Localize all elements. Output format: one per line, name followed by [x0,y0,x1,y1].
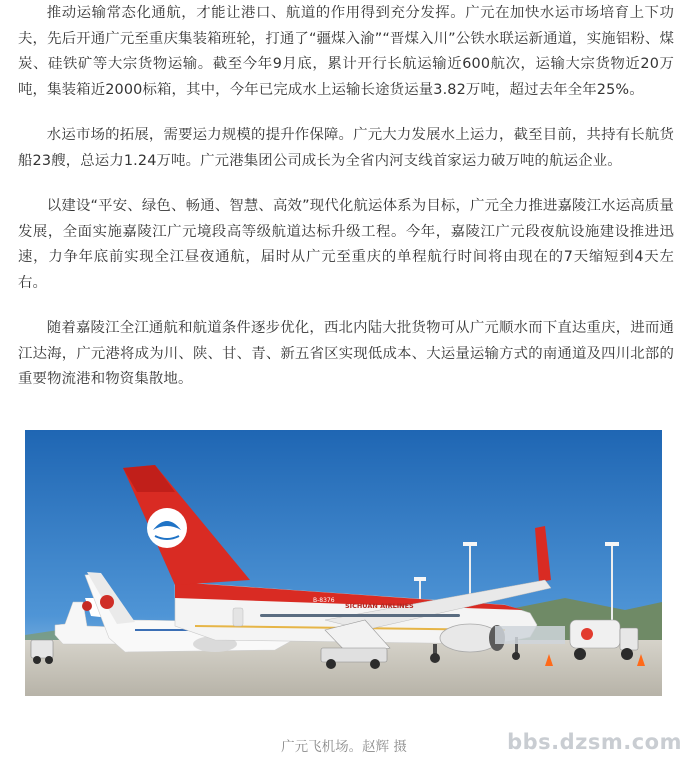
airline-name-text: SICHUAN AIRLINES [345,602,414,610]
site-watermark: bbs.dzsm.com [507,730,682,754]
sichuan-airlines-logo-icon [147,508,187,548]
article-paragraph: 水运市场的拓展，需要运力规模的提升作保障。广元大力发展水上运力，截至目前，共持有长航货船23艘，总运力1.24万吨。广元港集团公司成长为全省内河支线首家运力破万吨的航运企业。 [18,127,674,169]
registration-text: B-8376 [313,597,335,604]
air-china-logo-icon [82,601,92,611]
airport-photo-illustration [25,430,662,696]
article-paragraph: 以建设“平安、绿色、畅通、智慧、高效”现代化航运体系为目标，广元全力推进嘉陵江水运高质量发展，全面实施嘉陵江广元境段高等级航道达标升级工程。今年，嘉陵江广元段夜航设施建设推进迅速，力争年底前实现全江昼夜通航，届时从广元至重庆的单程航行时间将由现在的7天缩短到4天左右。 [18,198,674,291]
terminal-building [495,626,565,644]
air-china-logo-icon [100,595,114,609]
article-paragraph: 推动运输常态化通航，才能让港口、航道的作用得到充分发挥。广元在加快水运市场培育上下功夫，先后开通广元至重庆集装箱班轮，打通了“疆煤入渝”“晋煤入川”公铁水联运新通道，实施铝粉、煤炭、硅铁矿等大宗货物运输。截至今年9月底，累计开行长航运输近600航次，运输大宗货物近20万吨，集装箱近2000标箱，其中，今年已完成水上运输长途货运量3.82万吨，超过去年全年25%。 [18,5,674,98]
article-body [18,0,674,393]
article-paragraph: 随着嘉陵江全江通航和航道条件逐步优化，西北内陆大批货物可从广元顺水而下直达重庆，进而通江达海，广元港将成为川、陕、甘、青、新五省区实现低成本、大运量运输方式的南通道及四川北部的重要物流港和物资集散地。 [18,320,674,387]
photo-caption: 广元飞机场。赵辉 摄 [281,739,407,755]
airport-photo [25,430,662,696]
